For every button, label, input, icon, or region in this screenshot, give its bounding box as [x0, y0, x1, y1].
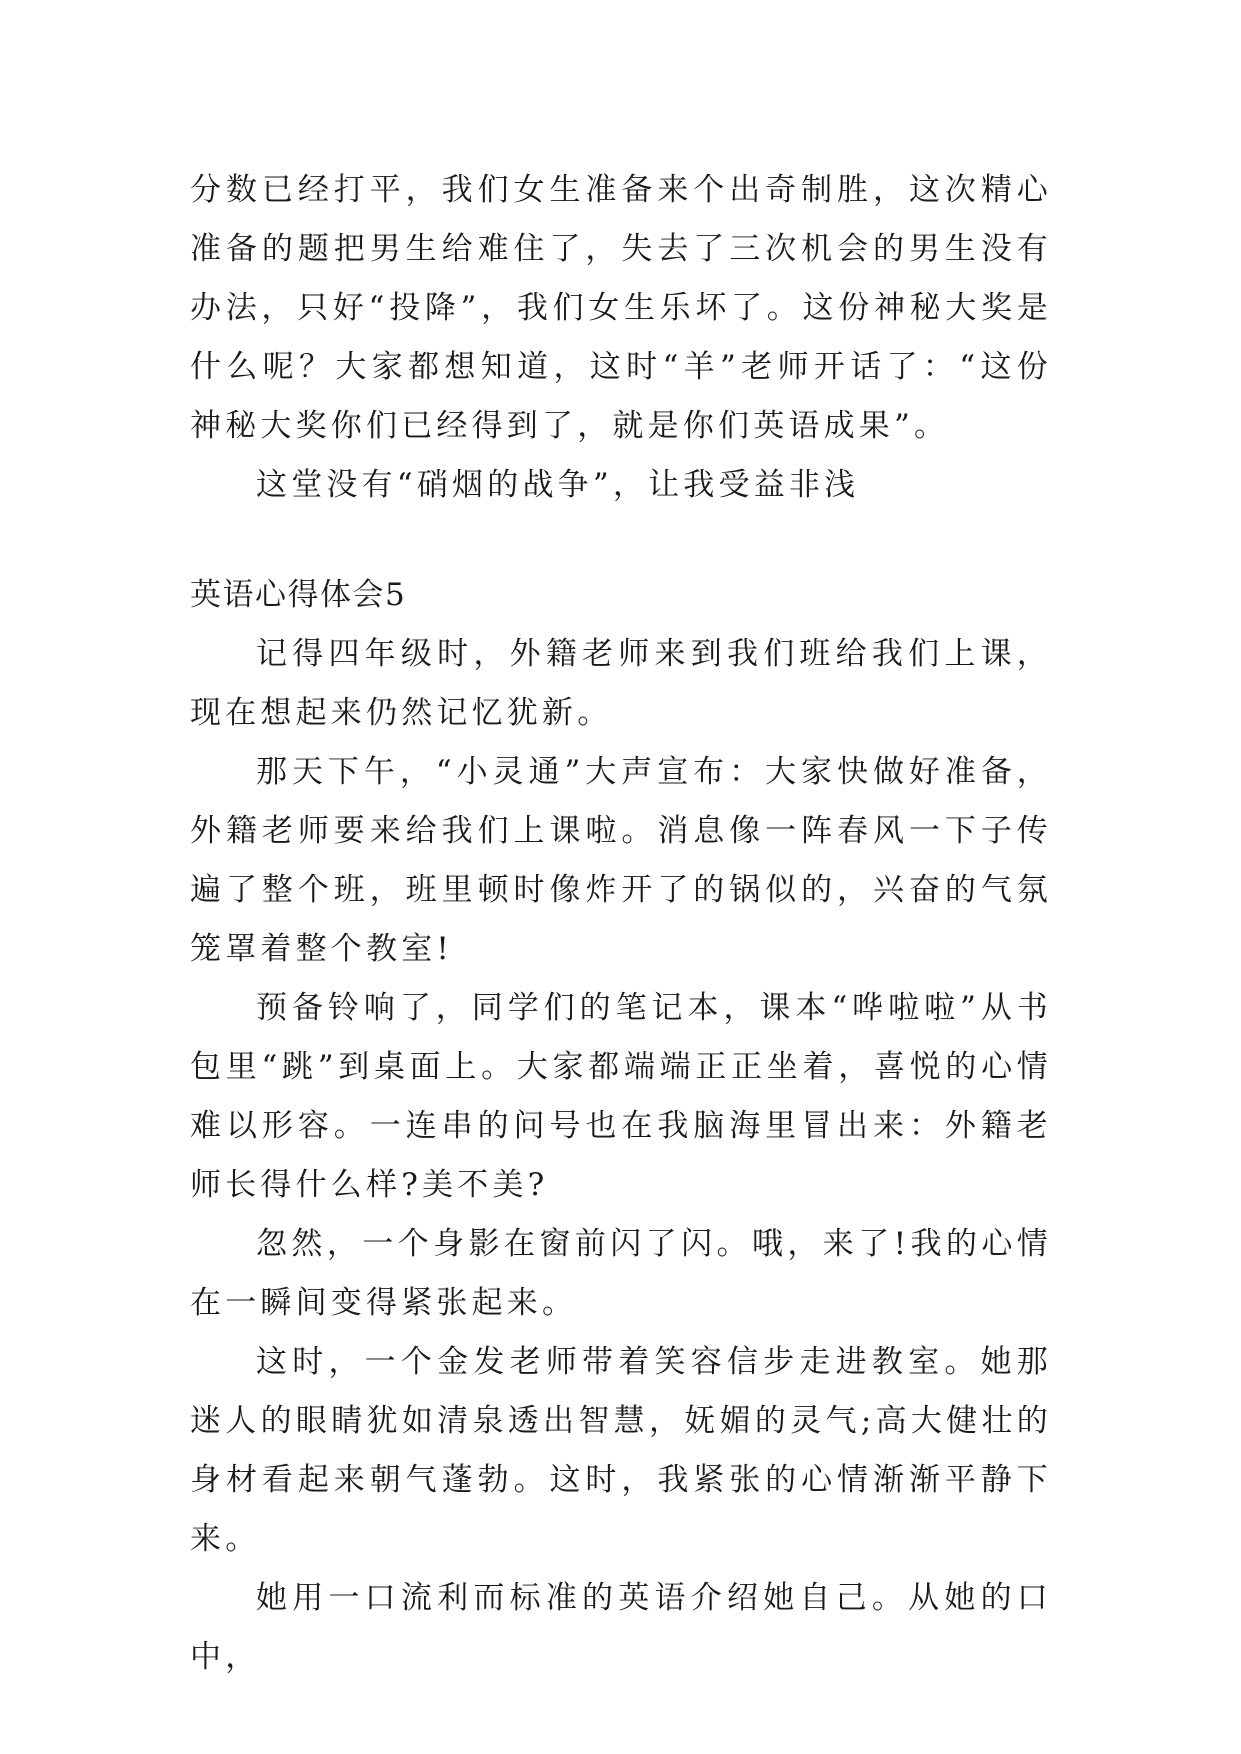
paragraph-contest-result: 分数已经打平，我们女生准备来个出奇制胜，这次精心准备的题把男生给难住了，失去了三次机会的男生没有办法，只好“投降”，我们女生乐坏了。这份神秘大奖是什么呢？大家都想知道，这时“羊”老师开话了：“这份神秘大奖你们已经得到了，就是你们英语成果”。: [190, 172, 1052, 444]
paragraph-introduction: 她用一口流利而标准的英语介绍她自己。从她的口中，: [190, 1580, 1052, 1675]
paragraph-bell: 预备铃响了，同学们的笔记本，课本“哗啦啦”从书包里“跳”到桌面上。大家都端端正正坐着，喜悦的心情难以形容。一连串的问号也在我脑海里冒出来：外籍老师长得什么样?美不美?: [190, 990, 1052, 1203]
section-heading: 英语心得体会5: [190, 577, 407, 613]
essay-section: [190, 625, 1052, 1687]
paragraph-arrival: 忽然，一个身影在窗前闪了闪。哦，来了!我的心情在一瞬间变得紧张起来。: [190, 1226, 1052, 1321]
paragraph-announcement: 那天下午，“小灵通”大声宣布：大家快做好准备，外籍老师要来给我们上课啦。消息像一阵春风一下子传遍了整个班，班里顿时像炸开了的锅似的，兴奋的气氛笼罩着整个教室!: [190, 754, 1052, 967]
paragraph-benefit: 这堂没有“硝烟的战争”，让我受益非浅: [256, 467, 860, 503]
paragraph-teacher: 这时，一个金发老师带着笑容信步走进教室。她那迷人的眼睛犹如清泉透出智慧，妩媚的灵气;高大健壮的身材看起来朝气蓬勃。这时，我紧张的心情渐渐平静下来。: [190, 1344, 1052, 1557]
paragraph-memory: 记得四年级时，外籍老师来到我们班给我们上课，现在想起来仍然记忆犹新。: [190, 636, 1052, 731]
continued-section: [190, 161, 1052, 515]
